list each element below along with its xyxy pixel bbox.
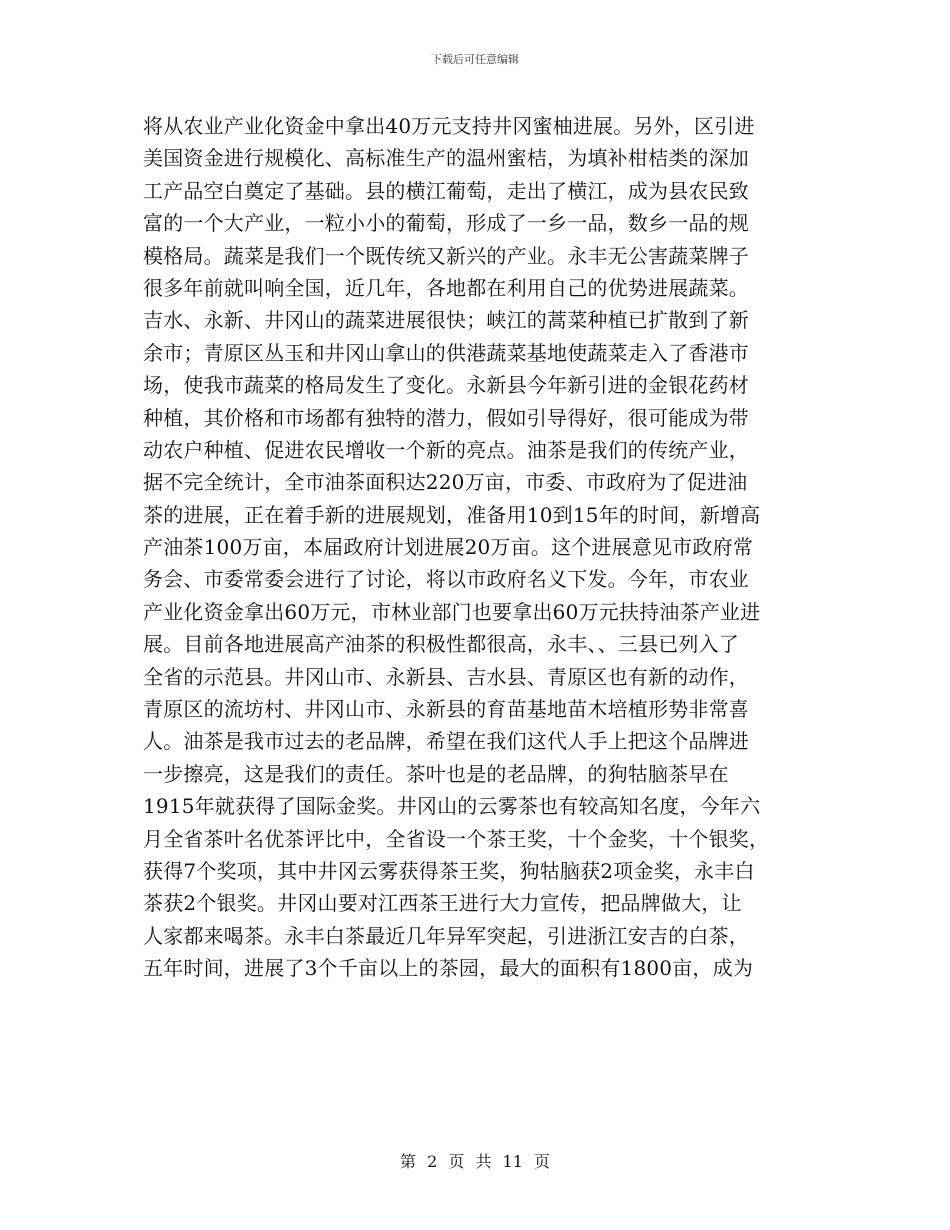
- body-line: 一步擦亮，这是我们的责任。茶叶也是的老品牌，的狗牯脑茶早在: [143, 761, 729, 786]
- body-line: 工产品空白奠定了基础。县的横江葡萄，走出了横江，成为县农民致: [143, 178, 749, 203]
- page-number-footer: 第 2 页 共 11 页: [400, 1152, 550, 1171]
- body-line: 茶的进展，正在着手新的进展规划，准备用10到15年的时间，新增高: [143, 502, 761, 527]
- body-line: 富的一个大产业，一粒小小的葡萄，形成了一乡一品，数乡一品的规: [143, 211, 749, 236]
- body-line: 模格局。蔬菜是我们一个既传统又新兴的产业。永丰无公害蔬菜牌子: [143, 243, 749, 268]
- document-body: [143, 110, 823, 985]
- body-line: 月全省茶叶名优茶评比中，全省设一个茶王奖，十个金奖，十个银奖，: [143, 826, 770, 851]
- body-line: 茶获2个银奖。井冈山要对江西茶王进行大力宣传，把品牌做大，让: [143, 891, 742, 916]
- body-line: 将从农业产业化资金中拿出40万元支持井冈蜜柚进展。另外，区引进: [143, 114, 755, 138]
- page-header-note: 下载后可任意编辑: [431, 53, 519, 66]
- body-line: 场，使我市蔬菜的格局发生了变化。永新县今年新引进的金银花药材: [143, 373, 749, 398]
- body-line: 美国资金进行规模化、高标准生产的温州蜜桔，为填补柑桔类的深加: [143, 146, 749, 171]
- body-line: 获得7个奖项，其中井冈云雾获得茶王奖，狗牯脑获2项金奖，永丰白: [143, 858, 755, 883]
- body-line: 1915年就获得了国际金奖。井冈山的云雾茶也有较高知名度，今年六: [143, 794, 761, 819]
- body-line: 余市；青原区丛玉和井冈山拿山的供港蔬菜基地使蔬菜走入了香港市: [143, 340, 749, 365]
- body-line: 产业化资金拿出60万元，市林业部门也要拿出60万元扶持油茶产业进: [143, 599, 761, 624]
- body-line: 据不完全统计，全市油茶面积达220万亩，市委、市政府为了促进油: [143, 470, 748, 495]
- body-line: 人。油茶是我市过去的老品牌，希望在我们这代人手上把这个品牌进: [143, 729, 749, 754]
- body-line: 动农户种植、促进农民增收一个新的亮点。油茶是我们的传统产业，: [143, 437, 749, 462]
- body-line: 很多年前就叫响全国，近几年，各地都在利用自己的优势进展蔬菜。: [143, 275, 749, 300]
- body-line: 青原区的流坊村、井冈山市、永新县的育苗基地苗木培植形势非常喜: [143, 697, 749, 722]
- body-line: 种植，其价格和市场都有独特的潜力，假如引导得好，很可能成为带: [143, 405, 749, 430]
- body-line: 五年时间，进展了3个千亩以上的茶园，最大的面积有1800亩，成为: [143, 956, 754, 981]
- body-line: 人家都来喝茶。永丰白茶最近几年异军突起，引进浙江安吉的白茶，: [143, 923, 749, 948]
- body-line: 展。目前各地进展高产油茶的积极性都很高，永丰、、三县已列入了: [143, 632, 739, 657]
- body-line: 全省的示范县。井冈山市、永新县、吉水县、青原区也有新的动作，: [143, 664, 749, 689]
- body-line: 务会、市委常委会进行了讨论，将以市政府名义下发。今年，市农业: [143, 567, 749, 592]
- body-line: 吉水、永新、井冈山的蔬菜进展很快；峡江的蒿菜种植已扩散到了新: [143, 308, 749, 333]
- body-line: 产油茶100万亩，本届政府计划进展20万亩。这个进展意见市政府常: [143, 535, 754, 560]
